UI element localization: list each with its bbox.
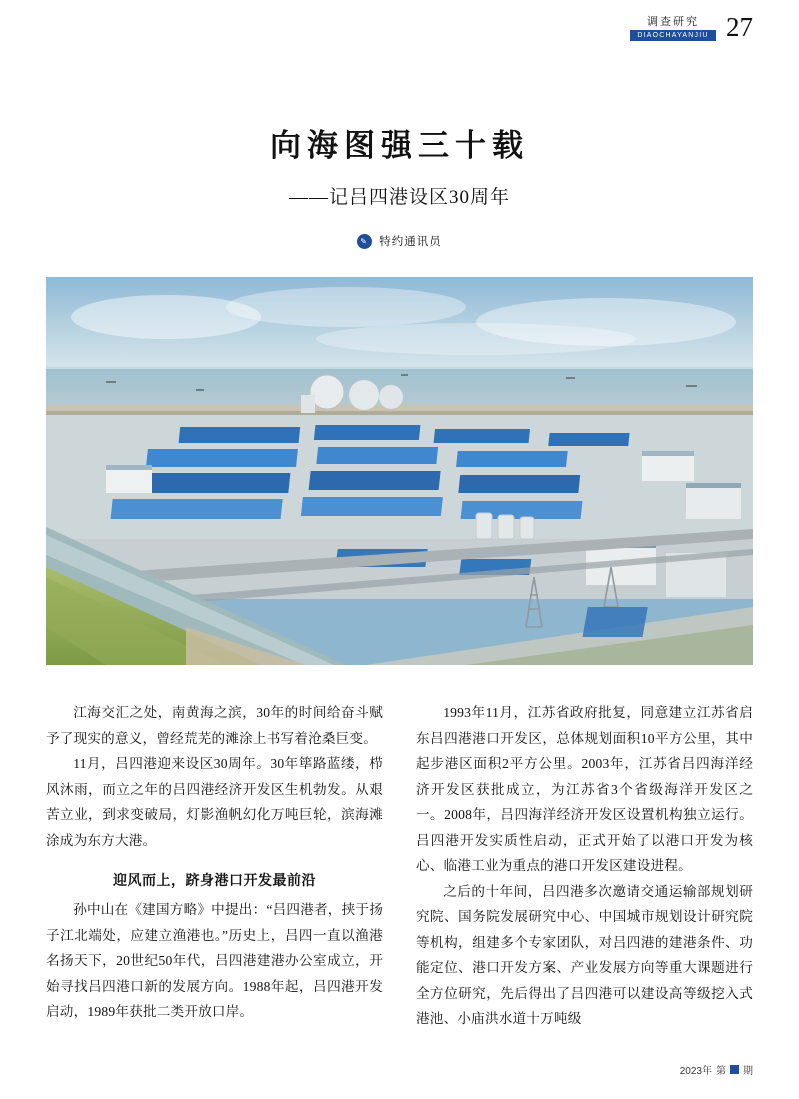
paragraph: 11月，吕四港迎来设区30周年。30年筚路蓝缕，栉风沐雨，而立之年的吕四港经济开发区生机勃发。从艰苦立业，到求变破局，灯影渔帆幻化万吨巨轮，滨海滩涂成为东方大港。 — [46, 756, 383, 848]
left-column — [46, 700, 383, 1032]
article-title: 向海图强三十载 — [270, 128, 529, 163]
page-header — [630, 14, 753, 41]
footer-issue-prefix: 第 — [716, 1066, 726, 1077]
issue-number-block — [730, 1065, 739, 1074]
article-subtitle: ——记吕四港设区30周年 — [288, 187, 510, 208]
title-block — [0, 126, 799, 249]
pen-icon — [357, 234, 372, 249]
paragraph: 1993年11月，江苏省政府批复，同意建立江苏省启东吕四港港口开发区，总体规划面积10平方公里，其中起步港区面积2平方公里。2003年，江苏省吕四海洋经济开发区获批成立，为江苏省3个省级海洋开发区之一。2008年，吕四海洋经济开发区设置机构独立运行。吕四港开发实质性启动，正式开始了以港口开发为核心、临港工业为重点的港口开发区建设进程。 — [416, 705, 753, 873]
paragraph: 之后的十年间，吕四港多次邀请交通运输部规划研究院、国务院发展研究中心、中国城市规划设计研究院等机构，组建多个专家团队，对吕四港的建港条件、功能定位、港口开发方案、产业发展方向等重大课题进行全方位研究，先后得出了吕四港可以建设高等级挖入式港池、小庙洪水道十万吨级 — [416, 883, 753, 1026]
page-number: 27 — [726, 12, 753, 42]
right-column — [416, 700, 753, 1032]
body-columns — [46, 700, 753, 1032]
byline-text: 特约通讯员 — [379, 236, 442, 248]
footer-year: 2023年 — [679, 1066, 712, 1077]
paragraph: 孙中山在《建国方略》中提出：“吕四港者，挟于扬子江北端处，应建立渔港也。”历史上，吕四一直以渔港名扬天下，20世纪50年代，吕四港建港办公室成立，开始寻找吕四港口新的发展方向。1988年起，吕四港开发启动，1989年获批二类开放口岸。 — [46, 902, 383, 1019]
section-badge — [630, 15, 716, 41]
section-badge-chinese: 调查研究 — [647, 15, 699, 28]
byline — [0, 233, 799, 249]
section-badge-pinyin: DIAOCHAYANJIU — [630, 30, 716, 41]
photo-illustration — [46, 277, 753, 665]
page-footer — [680, 1062, 753, 1077]
paragraph: 江海交汇之处，南黄海之滨，30年的时间给奋斗赋予了现实的意义，曾经荒芜的滩涂上书写着沧桑巨变。 — [46, 705, 383, 746]
footer-issue-suffix: 期 — [743, 1066, 753, 1077]
article-photo — [46, 277, 753, 665]
section-heading: 迎风而上，跻身港口开发最前沿 — [113, 874, 316, 889]
